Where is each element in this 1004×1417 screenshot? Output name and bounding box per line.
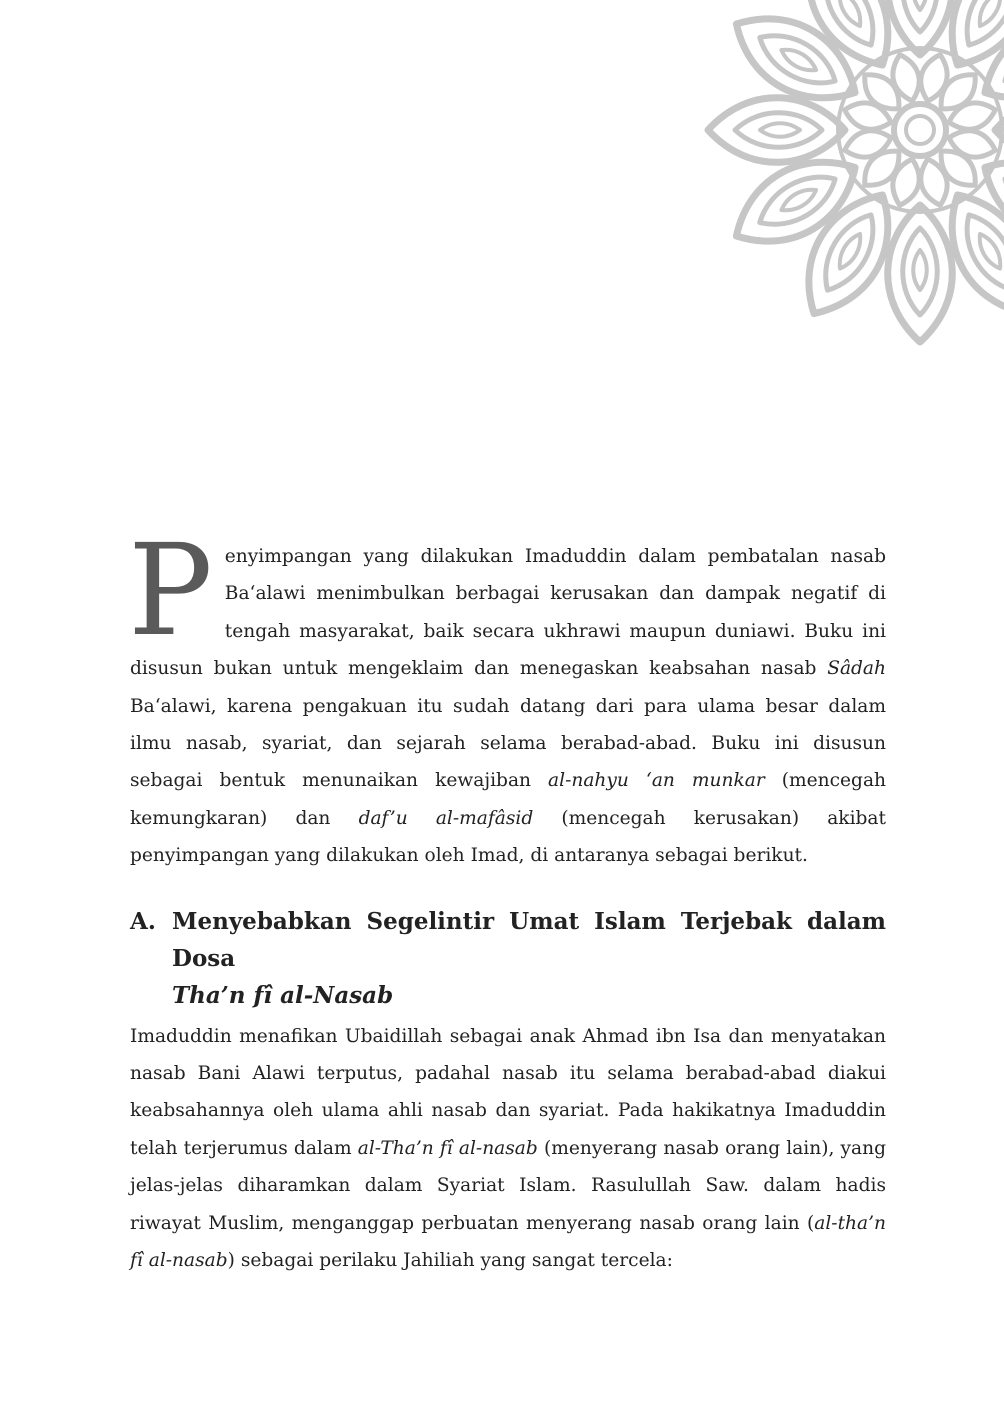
section-title-line1: Menyebabkan Segelintir Umat Islam Terjebak dalam Dosa xyxy=(172,907,886,972)
section-title-line2: Tha’n fî al-Nasab xyxy=(172,981,394,1009)
intro-italic-term: Sâdah xyxy=(827,658,886,680)
intro-italic-term: al-nahyu ‘an munkar xyxy=(548,770,765,792)
body-paragraph xyxy=(130,1018,886,1280)
body-text: (menyerang nasab orang lain), yang jelas-jelas diharamkan dalam Syariat Islam. Rasulullah Saw. dalam hadis riwayat Muslim, menganggap perbuatan menyerang nasab orang lain ( xyxy=(130,1137,887,1234)
body-italic-term: al-tha’n fî al-nasab xyxy=(130,1212,886,1272)
page-content xyxy=(128,517,887,1280)
intro-text: Ba‘alawi, karena pengakuan itu sudah datang dari para ulama besar dalam ilmu nasab, syariat, dan sejarah selama berabad-abad. Buku ini disusun sebagai bentuk menunaikan kewajiban xyxy=(130,695,886,792)
intro-paragraph xyxy=(128,517,887,875)
section-title xyxy=(172,903,886,1014)
section-number: A. xyxy=(130,907,156,935)
intro-text: (mencegah kerusakan) akibat penyimpangan yang dilakukan oleh Imad, di antaranya sebagai berikut. xyxy=(130,807,886,867)
intro-text: enyimpangan yang dilakukan Imaduddin dalam pembatalan nasab Ba‘alawi menimbulkan berbagai kerusakan dan dampak negatif di tengah masyarakat, baik secara ukhrawi maupun duniawi. Buku ini disusun bukan untuk mengeklaim dan menegaskan keabsahan nasab xyxy=(130,546,886,680)
body-text: Imaduddin menafikan Ubaidillah sebagai anak Ahmad ibn Isa dan menyatakan nasab Bani Alawi terputus, padahal nasab itu selama berabad-abad diakui keabsahannya oleh ulama ahli nasab dan syariat. Pada hakikatnya Imaduddin telah terjerumus dalam xyxy=(130,1025,886,1159)
intro-italic-term: daf’u al-mafâsid xyxy=(358,807,534,829)
intro-text: (mencegah kemungkaran) dan xyxy=(130,770,887,829)
body-italic-term: al-Tha’n fî al-nasab xyxy=(357,1137,538,1159)
mandala-ornament-icon xyxy=(700,0,1004,350)
body-text: ) sebagai perilaku Jahiliah yang sangat tercela: xyxy=(227,1250,673,1272)
section-heading xyxy=(130,903,886,1014)
drop-cap: P xyxy=(128,517,213,664)
